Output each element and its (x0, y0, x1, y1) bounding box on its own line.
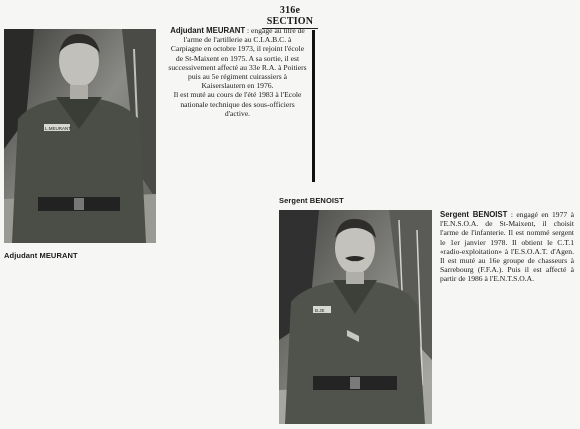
vertical-rule (312, 30, 315, 182)
bio-text-meurant-2: Il est muté au cours de l'été 1983 à l'Ecole nationale technique des sous-officiers d'active. (173, 90, 302, 118)
caption-meurant: Adjudant MEURANT (4, 251, 78, 260)
caption-benoist: Sergent BENOIST (279, 196, 344, 205)
portrait-photo-benoist (279, 210, 432, 424)
bio-name-benoist: Sergent BENOIST (440, 210, 508, 219)
bio-name-meurant: Adjudant MEURANT (170, 26, 246, 35)
bio-text-benoist: : engagé en 1977 à l'E.N.S.O.A. de St-Maixent, il choisit l'arme de l'infanterie. Il est nommé sergent le 1er janvier 1978. Il obtient le C.T.1 «radio-exploitation» à l'E.S.O.A.T. d'Agen. Il est muté au 16e groupe de chasseurs à Sarrebourg (F.F.A.). Puis il est affecté à partir de 1986 à l'E.N.T.S.O.A. (440, 210, 574, 284)
name-tag-benoist: B.JE (315, 308, 325, 313)
bio-meurant (168, 26, 307, 118)
section-header: 316e SECTION (262, 5, 318, 29)
portrait-photo-meurant (4, 29, 156, 243)
bio-benoist (440, 210, 574, 284)
bio-text-meurant-1: : engagé au titre de l'arme de l'artillerie au C.I.A.B.C. à Carpiagne en octobre 1973, il rejoint l'école de St-Maixent en 1975. A sa sortie, il est successivement affecté au 33e R.A. à Poitiers puis au 5e régiment cuirassiers à Kaiserslautern en 1976. (168, 26, 307, 91)
name-tag-meurant: L.MEURANT (45, 126, 72, 131)
